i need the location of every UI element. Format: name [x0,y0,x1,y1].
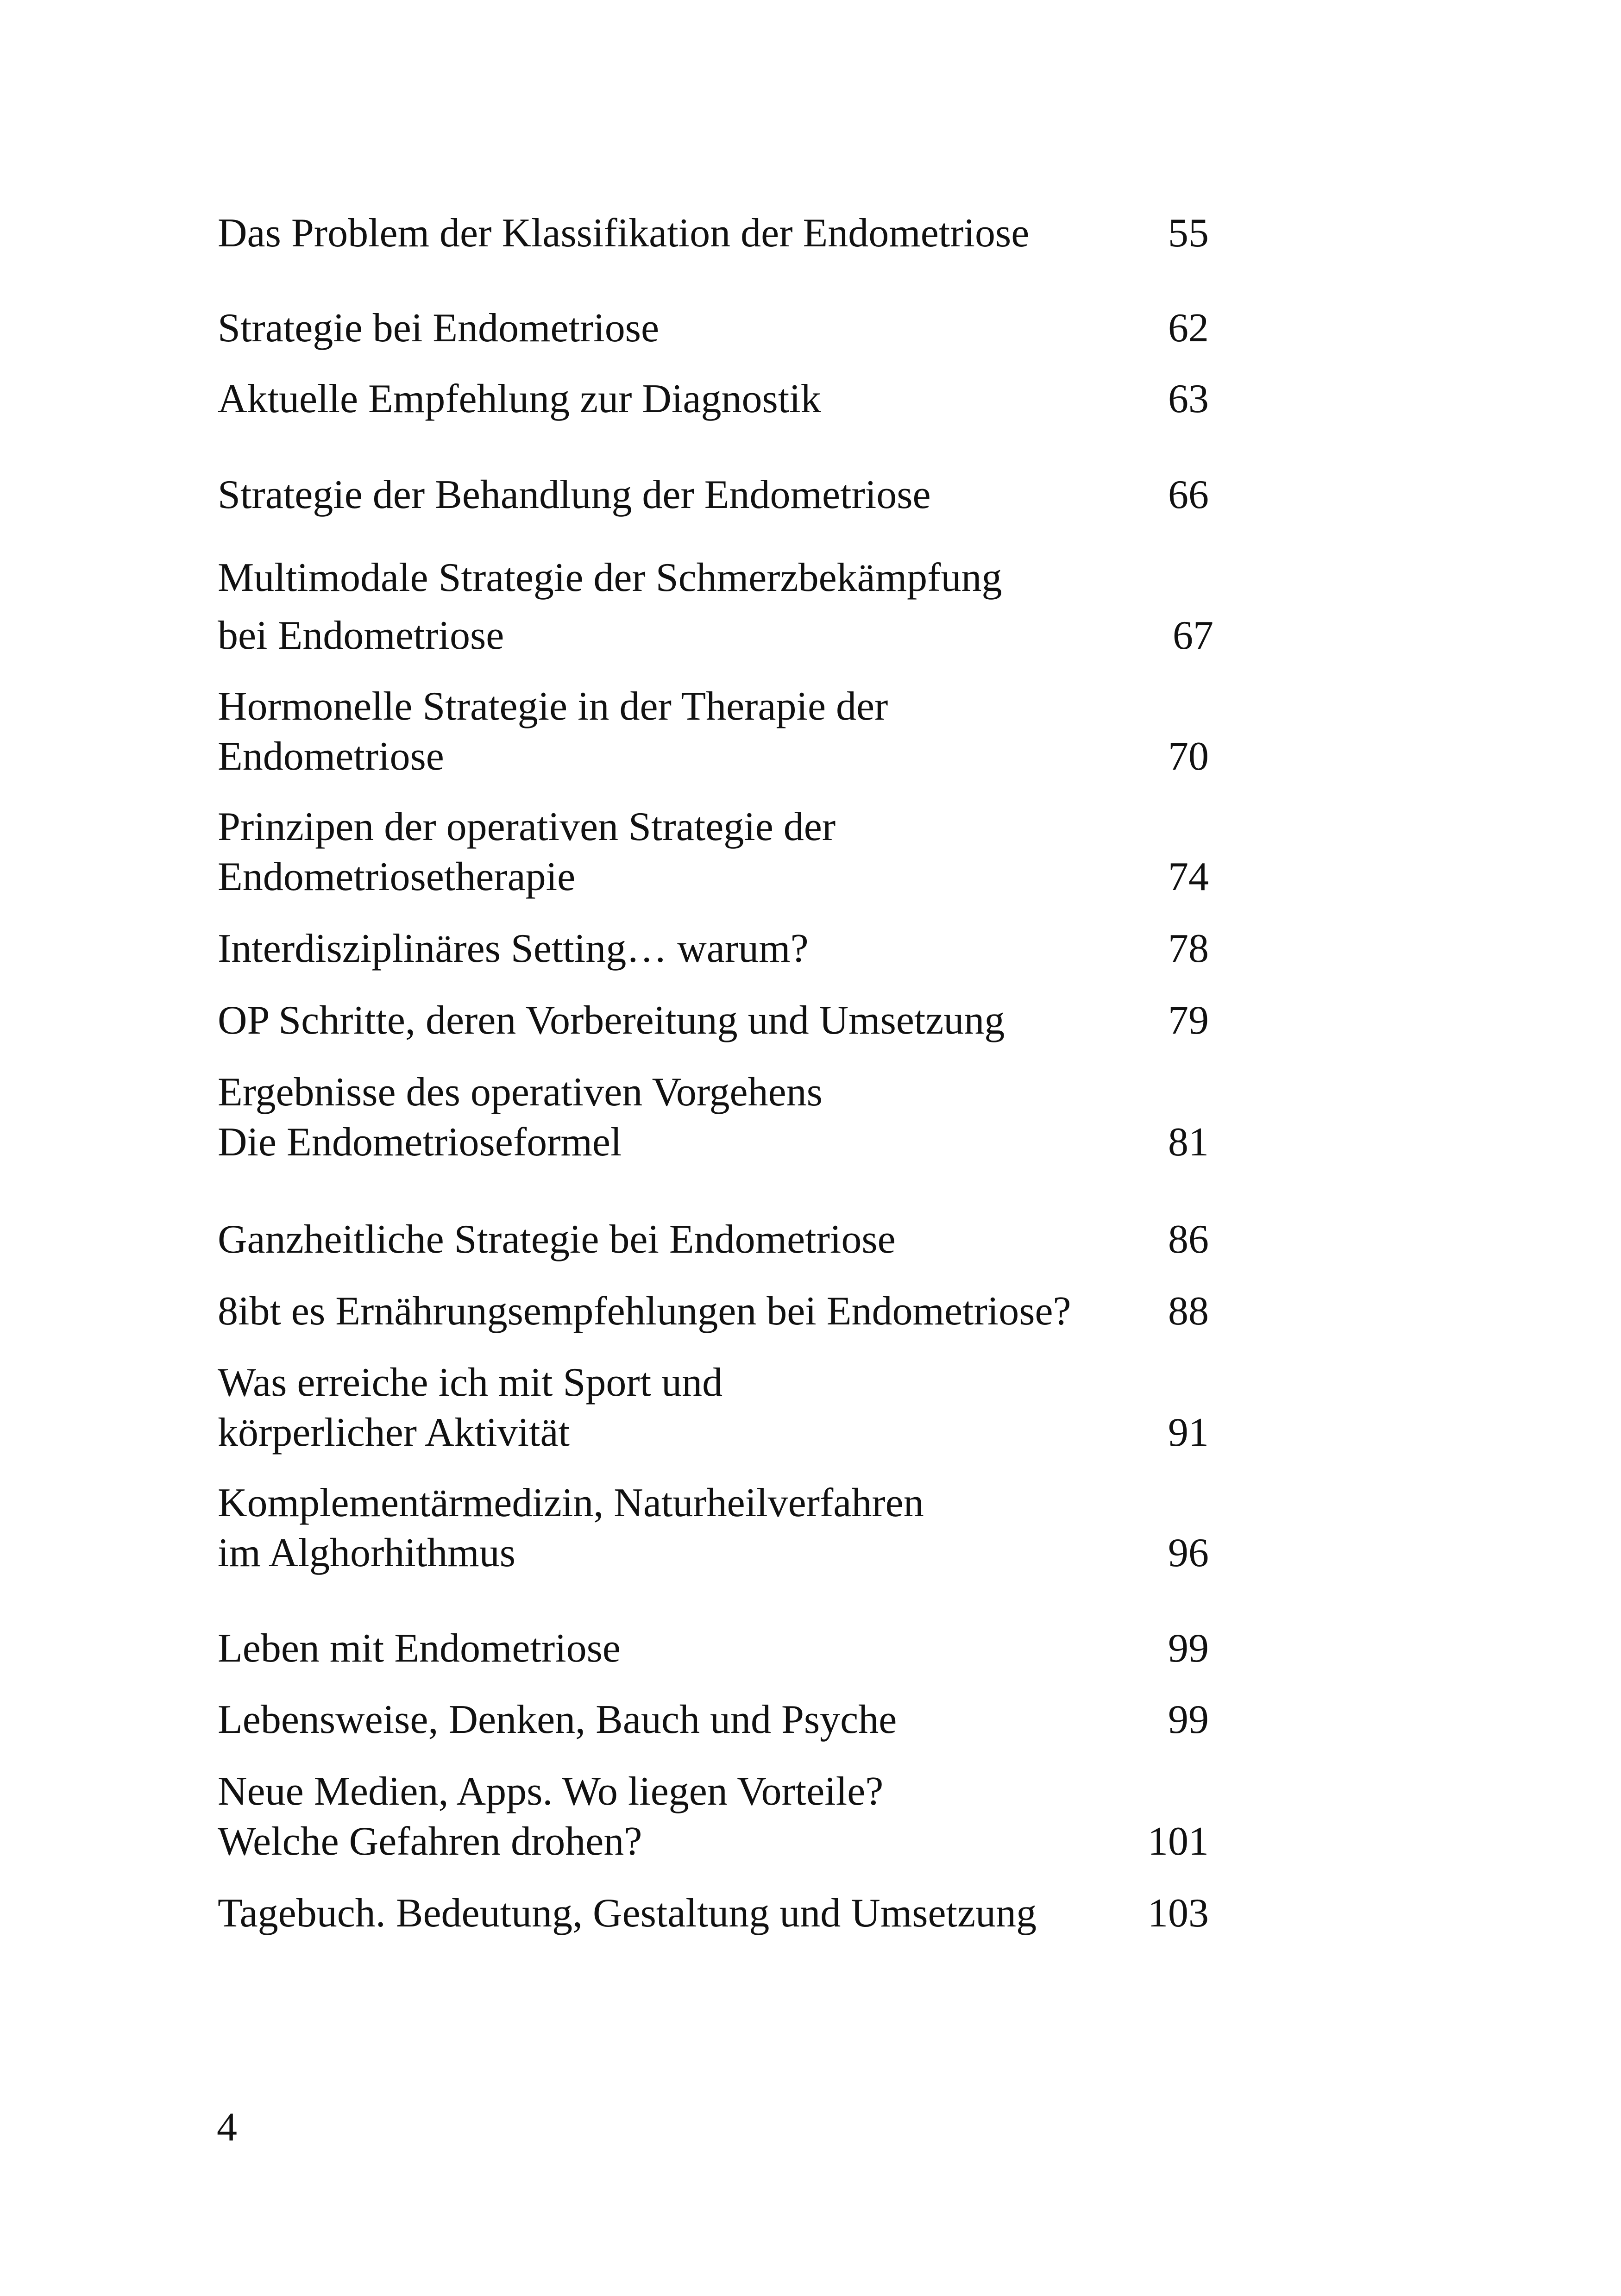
toc-entry-title: Ganzheitliche Strategie bei Endometriose [218,1217,896,1262]
toc-entry [218,1624,1237,1674]
toc-entry-page-number: 63 [1168,376,1209,421]
toc-entry [218,1286,1237,1336]
toc-entry-page-number: 99 [1168,1626,1209,1671]
toc-entry-page-number: 88 [1168,1289,1209,1334]
toc-entry-title: 8ibt es Ernährungsempfehlungen bei Endometriose? [218,1289,1071,1334]
toc-entry [218,470,1237,520]
toc-entry-title: Lebensweise, Denken, Bauch und Psyche [218,1697,897,1742]
toc-entry-title: Prinzipen der operativen Strategie der Endometriosetherapie [218,804,836,899]
toc-entry-page-number: 99 [1168,1697,1209,1742]
toc-entry [218,1067,1237,1167]
toc-entry [218,682,1237,782]
toc-entry-title: Interdisziplinäres Setting… warum? [218,926,809,971]
page-number: 4 [217,2105,237,2150]
toc-entry-title: OP Schritte, deren Vorbereitung und Umsetzung [218,998,1005,1043]
toc-entry-page-number: 70 [1168,734,1209,779]
toc-entry-page-number: 55 [1168,211,1209,256]
toc-entry-page-number: 78 [1168,926,1209,971]
toc-entry [218,1215,1237,1265]
toc-entry [218,1358,1237,1458]
toc-entry-page-number: 103 [1148,1891,1209,1936]
toc-entry-page-number: 74 [1168,854,1209,899]
toc-entry [218,924,1237,974]
toc-entry [218,1888,1237,1938]
toc-entry-title: Ergebnisse des operativen Vorgehens Die Endometrioseformel [218,1070,823,1165]
toc-entry-page-number: 62 [1168,306,1209,351]
toc-entry-title: Komplementärmedizin, Naturheilverfahren im Alghorhithmus [218,1480,924,1575]
toc-entry-title: Was erreiche ich mit Sport und körperlicher Aktivität [218,1360,723,1455]
toc-entry [218,303,1237,353]
toc-entry-title: Das Problem der Klassifikation der Endometriose [218,211,1030,256]
toc-entry-page-number: 86 [1168,1217,1209,1262]
toc-entry [218,1695,1237,1745]
toc-entry-title: Multimodale Strategie der Schmerzbekämpfung bei Endometriose [218,555,1002,658]
toc-entry-title: Strategie bei Endometriose [218,306,660,351]
toc-entry [218,802,1237,902]
toc-entry [218,1767,1237,1867]
toc-entry [218,549,1237,665]
toc-entry-page-number: 79 [1168,998,1209,1043]
toc-entry-page-number: 91 [1168,1410,1209,1455]
toc-entry-title: Hormonelle Strategie in der Therapie der Endometriose [218,684,888,779]
toc-entry-title: Aktuelle Empfehlung zur Diagnostik [218,376,821,421]
toc-entry-title: Tagebuch. Bedeutung, Gestaltung und Umsetzung [218,1891,1037,1936]
toc-entry-title: Neue Medien, Apps. Wo liegen Vorteile? Welche Gefahren drohen? [218,1769,884,1864]
toc-entry-page-number: 96 [1168,1531,1209,1575]
toc-entry-title: Strategie der Behandlung der Endometriose [218,472,931,517]
toc-entry [218,1478,1237,1578]
toc-entry-page-number: 101 [1148,1819,1209,1864]
toc-entry [218,208,1237,258]
toc-entry-page-number: 67 [1173,613,1213,658]
toc-entry [218,374,1237,424]
toc-entry-page-number: 66 [1168,472,1209,517]
toc-entry-title: Leben mit Endometriose [218,1626,621,1671]
toc-entry-page-number: 81 [1168,1120,1209,1165]
toc-entry [218,996,1237,1046]
